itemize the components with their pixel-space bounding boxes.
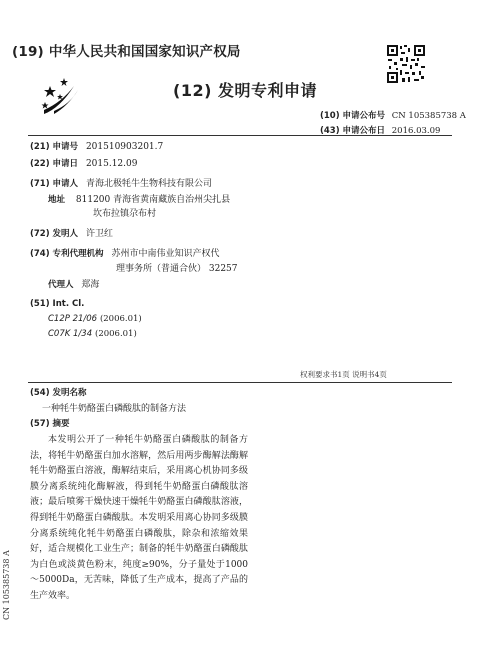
inventor: 许卫红: [85, 229, 113, 239]
document-type: (12) 发明专利申请: [173, 81, 317, 100]
issuing-office: (19) 中华人民共和国国家知识产权局: [12, 44, 241, 60]
abstract-heading: (57) 摘要: [30, 419, 70, 429]
application-date-row: [30, 156, 137, 172]
inventor-label: (72) 发明人: [30, 229, 79, 239]
application-number-label: (21) 申请号: [30, 142, 79, 152]
int-cl-heading: (51) Int. Cl.: [30, 299, 85, 309]
address-label: 地址: [48, 195, 66, 205]
agent-row: [48, 277, 99, 293]
publication-number: CN 105385738 A: [391, 111, 466, 121]
publication-date-label: (43) 申请公布日: [320, 126, 386, 136]
patent-office-emblem-icon: [40, 74, 96, 116]
inventor-row: [30, 226, 113, 242]
agency-label: (74) 专利代理机构: [30, 249, 104, 259]
agent: 郑海: [81, 280, 100, 290]
title-heading: (54) 发明名称: [30, 388, 87, 398]
application-date-label: (22) 申请日: [30, 159, 79, 169]
ipc-version: (2006.01): [95, 329, 137, 339]
page-count-note: 权利要求书1页 说明书4页: [300, 370, 387, 379]
ipc-code: C12P 21/06: [48, 314, 98, 324]
agency-line-2: 理事务所（普通合伙） 32257: [116, 264, 238, 274]
ipc-row: [48, 311, 142, 327]
int-cl-label: [30, 296, 84, 312]
agency-row: [30, 246, 219, 262]
publication-number-label: (10) 申请公布号: [320, 111, 386, 121]
abstract-label: [30, 416, 70, 432]
ipc-version: (2006.01): [99, 314, 142, 324]
application-number: 201510903201.7: [85, 142, 164, 152]
publication-number-row: [320, 109, 466, 121]
ipc-row: [48, 326, 137, 342]
applicant: 青海北极牦牛生物科技有限公司: [85, 179, 212, 189]
applicant-label: (71) 申请人: [30, 179, 79, 189]
agent-label: 代理人: [48, 280, 74, 290]
address-line-1: 811200 青海省黄南藏族自治州尖扎县: [75, 195, 231, 205]
address-line-2: 坎布拉镇尕布村: [93, 209, 157, 219]
application-date: 2015.12.09: [85, 159, 138, 169]
applicant-row: [30, 176, 212, 192]
side-publication-number: CN 105385738 A: [2, 550, 11, 620]
abstract-text: 本发明公开了一种牦牛奶酪蛋白磷酸肽的制备方法，将牦牛奶酪蛋白加水溶解，然后用两步酶解法酶解牦牛奶酪蛋白溶液，酶解结束后，采用离心机协同多级膜分离系统纯化酶解液，得到牦牛奶酪蛋白磷酸肽溶液；最后喷雾干燥快速干燥牦牛奶酪蛋白磷酸肽溶液，得到牦牛奶酪蛋白磷酸肽。本发明采用离心协同多级膜分离系统纯化牦牛奶酪蛋白磷酸肽，除杂和浓缩效果好，适合规模化工业生产；制备的牦牛奶酪蛋白磷酸肽为白色或淡黄色粉末，纯度≥90%，分子量处于1000～5000Da，无苦味，降低了生产成本，提高了产品的生产效率。: [30, 435, 248, 601]
agency-line-1: 苏州市中南伟业知识产权代: [111, 249, 220, 259]
publication-date: 2016.03.09: [391, 126, 441, 136]
header-divider: [28, 135, 452, 136]
ipc-code: C07K 1/34: [48, 329, 93, 339]
qr-code-icon: [386, 44, 426, 84]
title-label: [30, 385, 87, 401]
invention-title: 一种牦牛奶酪蛋白磷酸肽的制备方法: [42, 404, 187, 414]
application-number-row: [30, 139, 163, 155]
abstract-divider: [28, 382, 452, 383]
